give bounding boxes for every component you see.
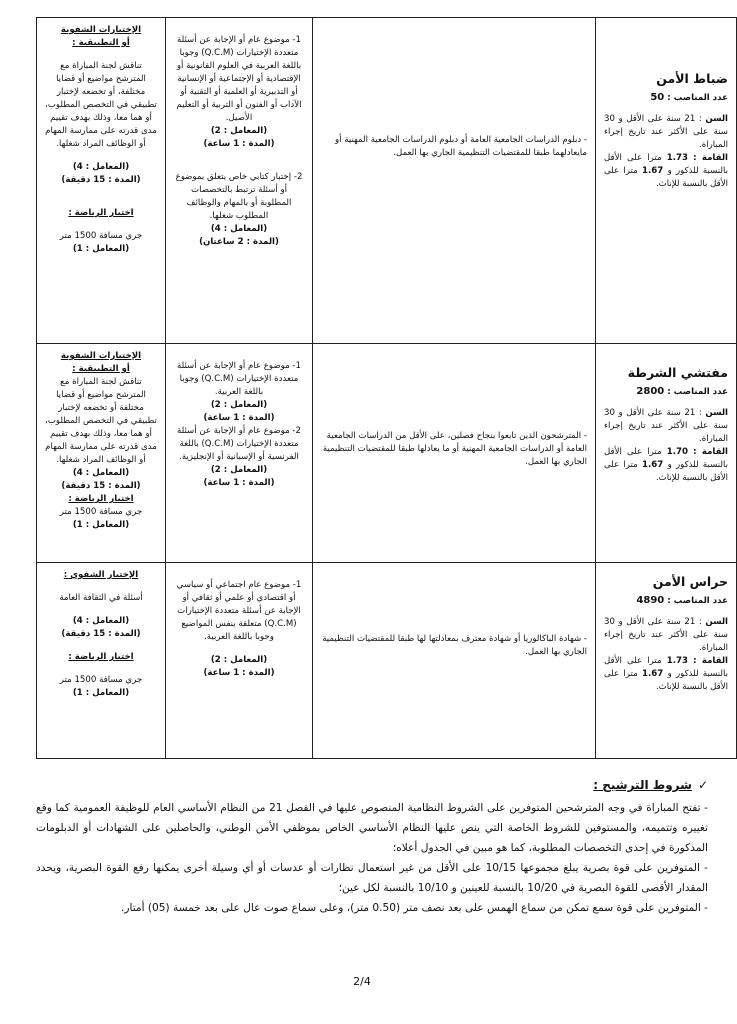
age-criterion: السن : 21 سنة على الأقل و 30 سنة على الأكثر عند تاريخ إجراء المباراة.	[604, 114, 728, 150]
sport-exam-text: جري مسافة 1500 متر	[59, 675, 143, 685]
conditions-cell	[313, 344, 596, 563]
sport-exam-text: جري مسافة 1500 متر	[59, 231, 143, 241]
sport-exam-text: جري مسافة 1500 متر	[59, 507, 143, 517]
conditions-cell	[313, 18, 596, 344]
post-title: مفتشي الشرطة	[627, 365, 728, 380]
list-item: - المتوفرين على قوة سمع تمكن من سماع الهمس على بعد نصف متر (0.50 متر)، وعلى سماع صوت عال على بعد خمسة (05) أمتار.	[121, 902, 708, 914]
conditions-list	[36, 798, 708, 918]
exam-duration: (المدة : 1 ساعة)	[203, 413, 275, 423]
written-exam-cell	[166, 18, 313, 344]
oral-exam-cell	[37, 18, 166, 344]
post-cell	[596, 18, 737, 344]
oral-exam-heading: الإختبارات الشفوية	[60, 25, 142, 35]
conditions-heading	[36, 775, 708, 795]
exam-duration: (المدة : 1 ساعة)	[203, 139, 275, 149]
written-exam-2: 2- موضوع عام أو الإجابة عن أسئلة متعددة الإختيارات (Q.C.M) باللغة الفرنسية أو الإسبانية أو الإنجليزية.	[177, 426, 301, 462]
sport-exam-heading: اختبار الرياضة :	[68, 494, 134, 504]
oral-exam-cell	[37, 563, 166, 759]
table-row	[37, 563, 737, 759]
degree-condition: - دبلوم الدراسات الجامعية العامة أو دبلوم الدراسات الجامعية المهنية أو مايعادلهما طبقا للمقتضيات التنظيمية الجاري بها العمل.	[334, 135, 587, 158]
exam-duration: (المدة : 15 دقيقة)	[61, 175, 141, 185]
sport-exam-heading: اختبار الرياضة :	[68, 652, 134, 662]
written-exam-1: 1- موضوع عام أو الإجابة عن أسئلة متعددة الإختيارات (Q.C.M) وجوبا باللغة العربية في العلوم القانونية أو الإقتصادية أو الإجتماعية أو الإنسانية أو التدبيرية أو العلمية أو التقنية أو الآداب أو الفنون أو التربية أو التعليم الأصيل.	[176, 35, 302, 123]
written-exam-2: 2- إختبار كتابي خاص يتعلق بموضوع أو أسئلة ترتبط بالتخصصات المطلوبة أو بالمهام والوظائف المطلوب شغلها.	[175, 172, 303, 221]
written-exam-1: 1- موضوع عام اجتماعي أو سياسي أو اقتصادي أو علمي أو ثقافي أو الإجابة عن أسئلة متعددة الإختيارات (Q.C.M) متعلقة بنفس المواضيع وجوبا باللغة العربية.	[176, 580, 302, 642]
exam-coefficient: (المعامل : 4)	[72, 468, 130, 478]
list-item: - تفتح المباراة في وجه المترشحين المتوفرين على الشروط النظامية المنصوص عليها في الفصل 21 من النظام الأساسي العام للوظيفة العمومية كما وقع تغييره وتتميمه، والمستوفين للشروط الخاصة التي ينص عليها النظام الأساسي الخاص بموظفي الأمن الوطني، والحاصلين على الشهادات أو الدبلومات المذكورة في إحدى التخصصات المطلوبة، كما هو مبين في الجدول أعلاه؛	[36, 802, 708, 854]
seats-count: عدد المناصب : 2800	[636, 386, 728, 397]
oral-exam-text: تناقش لجنة المباراة مع المترشح مواضيع أو قضايا مختلفة، أو تخضعه لإختبار تطبيقي في التخصص المطلوب، أو هما معا، وذلك بهدف تقييم مدى قدرته على ممارسة المهام أو الوظائف المراد شغلها.	[45, 61, 157, 149]
post-cell	[596, 563, 737, 759]
written-exam-cell	[166, 344, 313, 563]
page-number: 2/4	[353, 975, 371, 988]
exam-coefficient: (المعامل : 1)	[72, 520, 130, 530]
conditions-cell	[313, 563, 596, 759]
oral-exam-cell	[37, 344, 166, 563]
exam-coefficient: (المعامل : 1)	[72, 688, 130, 698]
oral-exam-heading-2: أو التطبيقية :	[72, 364, 130, 374]
checkmark-icon: ✓	[697, 778, 708, 792]
written-exam-1: 1- موضوع عام أو الإجابة عن أسئلة متعددة الإختيارات (Q.C.M) وجوبا باللغة العربية.	[177, 361, 301, 397]
table-row	[37, 344, 737, 563]
post-cell	[596, 344, 737, 563]
recruitment-table	[36, 17, 737, 759]
height-criterion: القامة : 1.73 مترا على الأقل بالنسبة للذكور و 1.67 مترا على الأقل بالنسبة للإناث.	[604, 153, 729, 189]
exam-duration: (المدة : 1 ساعة)	[203, 668, 275, 678]
oral-exam-heading: الإختبار الشفوي :	[63, 570, 139, 580]
exam-coefficient: (المعامل : 2)	[210, 400, 268, 410]
exam-coefficient: (المعامل : 2)	[210, 655, 268, 665]
exam-duration: (المدة : 1 ساعة)	[203, 478, 275, 488]
oral-exam-heading: الإختبارات الشفوية	[60, 351, 142, 361]
sport-exam-heading: اختبار الرياضة :	[68, 208, 134, 218]
height-criterion: القامة : 1.73 مترا على الأقل بالنسبة للذكور و 1.67 مترا على الأقل بالنسبة للإناث.	[604, 656, 729, 692]
degree-condition: - المترشحون الذين تابعوا بنجاح فصلين، على الأقل من الدراسات الجامعية العامة أو الدراسات الجامعية المهنية أو ما يعادلها طبقا للمقتضيات التنظيمية الجاري بها العمل.	[322, 431, 587, 467]
post-title: حراس الأمن	[652, 574, 728, 589]
oral-exam-heading-2: أو التطبيقية :	[72, 38, 130, 48]
oral-exam-text: أسئلة في الثقافة العامة	[59, 593, 143, 603]
seats-count: عدد المناصب : 4890	[636, 595, 728, 606]
oral-exam-text: تناقش لجنة المباراة مع المترشح مواضيع أو قضايا مختلفة أو تخضعه لإختبار تطبيقي في التخصص المطلوب، أو هما معا، وذلك بهدف تقييم مدى قدرته على ممارسة المهام أو الوظائف المراد شغلها.	[45, 377, 157, 465]
conditions-title: شروط الترشيح :	[593, 778, 692, 792]
seats-count: عدد المناصب : 50	[650, 92, 728, 103]
written-exam-cell	[166, 563, 313, 759]
exam-coefficient: (المعامل : 2)	[210, 465, 268, 475]
exam-coefficient: (المعامل : 1)	[72, 244, 130, 254]
exam-coefficient: (المعامل : 4)	[72, 616, 130, 626]
exam-duration: (المدة : 2 ساعتان)	[199, 237, 279, 247]
exam-coefficient: (المعامل : 4)	[72, 162, 130, 172]
exam-duration: (المدة : 15 دقيقة)	[61, 629, 141, 639]
degree-condition: - شهادة الباكالوريا أو شهادة معترف بمعادلتها لها طبقا للمقتضيات التنظيمية الجاري بها العمل.	[322, 634, 587, 657]
exam-coefficient: (المعامل : 2)	[210, 126, 268, 136]
age-criterion: السن : 21 سنة على الأقل و 30 سنة على الأكثر عند تاريخ إجراء المباراة.	[604, 408, 728, 444]
height-criterion: القامة : 1.70 مترا على الأقل بالنسبة للذكور و 1.67 مترا على الأقل بالنسبة للإناث.	[604, 447, 729, 483]
exam-duration: (المدة : 15 دقيقة)	[61, 481, 141, 491]
table-row	[37, 18, 737, 344]
exam-coefficient: (المعامل : 4)	[210, 224, 268, 234]
age-criterion: السن : 21 سنة على الأقل و 30 سنة على الأكثر عند تاريخ إجراء المباراة.	[604, 617, 728, 653]
post-title: ضباط الأمن	[656, 71, 728, 86]
list-item: - المتوفرين على قوة بصرية يبلغ مجموعها 10/15 على الأقل من غير استعمال نظارات أو عدسات أو أي وسيلة أخرى يمكنها رفع القوة البصرية، ويحدد المقدار الأقصى للقوة البصرية في 10/20 بالنسبة للعينين و 10/10 بالنسبة لكل عين؛	[36, 862, 709, 894]
